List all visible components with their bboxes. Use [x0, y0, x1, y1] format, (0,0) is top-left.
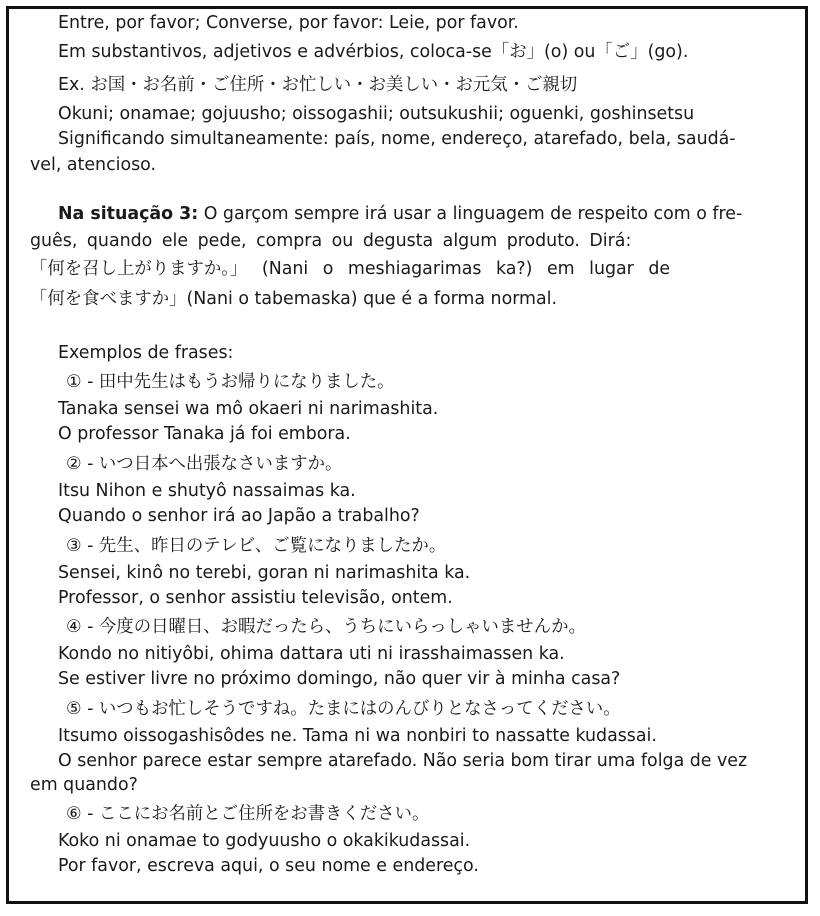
- example-5-translation-cont: em quando?: [30, 775, 138, 795]
- situation3-line-3: 「何を召し上がりますか。」 (Nani o meshiagarimas ka?) em lugar de: [30, 259, 671, 279]
- situation3-label: Na situação 3:: [58, 204, 199, 224]
- example-1-japanese: ① - 田中先生はもうお帰りになりました。: [66, 372, 395, 392]
- example-6-translation: Por favor, escreva aqui, o seu nome e endereço.: [58, 856, 479, 876]
- examples-heading: Exemplos de frases:: [58, 343, 234, 363]
- example-2-translation: Quando o senhor irá ao Japão a trabalho?: [58, 506, 420, 526]
- example-japanese-words: Ex. お国・お名前・ご住所・お忙しい・お美しい・お元気・ご親切: [58, 75, 578, 95]
- situation3-line-1-text: O garçom sempre irá usar a linguagem de respeito com o fre-: [198, 204, 743, 224]
- example-4-translation: Se estiver livre no próximo domingo, não quer vir à minha casa?: [58, 669, 621, 689]
- example-6-romaji: Koko ni onamae to godyuusho o okakikudassai.: [58, 831, 471, 851]
- intro-line-1: Entre, por favor; Converse, por favor: Leie, por favor.: [58, 13, 519, 33]
- example-4-japanese: ④ - 今度の日曜日、お暇だったら、うちにいらっしゃいませんか。: [66, 617, 586, 637]
- example-2-romaji: Itsu Nihon e shutyô nassaimas ka.: [58, 481, 356, 501]
- situation3-line-4: 「何を食べますか」(Nani o tabemaska) que é a forma normal.: [30, 289, 558, 309]
- example-6-japanese: ⑥ - ここにお名前とご住所をお書きください。: [66, 804, 430, 824]
- example-3-romaji: Sensei, kinô no terebi, goran ni narimashita ka.: [58, 563, 471, 583]
- intro-line-2: Em substantivos, adjetivos e advérbios, coloca-se「お」(o) ou「ご」(go).: [58, 42, 689, 62]
- example-5-translation: O senhor parece estar sempre atarefado. Não seria bom tirar uma folga de vez: [58, 751, 748, 771]
- example-5-romaji: Itsumo oissogashisôdes ne. Tama ni wa nonbiri to nassatte kudassai.: [58, 726, 657, 746]
- example-1-translation: O professor Tanaka já foi embora.: [58, 424, 351, 444]
- example-2-japanese: ② - いつ日本へ出張なさいますか。: [66, 454, 343, 474]
- example-5-japanese: ⑤ - いつもお忙しそうですね。たまにはのんびりとなさってください。: [66, 699, 621, 719]
- example-3-translation: Professor, o senhor assistiu televisão, ontem.: [58, 588, 453, 608]
- meaning-line-2: vel, atencioso.: [30, 155, 157, 175]
- example-4-romaji: Kondo no nitiyôbi, ohima dattara uti ni irasshaimassen ka.: [58, 644, 565, 664]
- example-romaji-words: Okuni; onamae; gojuusho; oissogashii; outsukushii; oguenki, goshinsetsu: [58, 104, 695, 124]
- example-1-romaji: Tanaka sensei wa mô okaeri ni narimashita.: [58, 399, 439, 419]
- meaning-line-1: Significando simultaneamente: país, nome, endereço, atarefado, bela, saudá-: [58, 129, 736, 149]
- example-3-japanese: ③ - 先生、昨日のテレビ、ご覧になりましたか。: [66, 536, 447, 556]
- situation3-line-1: [58, 203, 742, 226]
- situation3-line-2: guês, quando ele pede, compra ou degusta algum produto. Dirá:: [30, 231, 632, 251]
